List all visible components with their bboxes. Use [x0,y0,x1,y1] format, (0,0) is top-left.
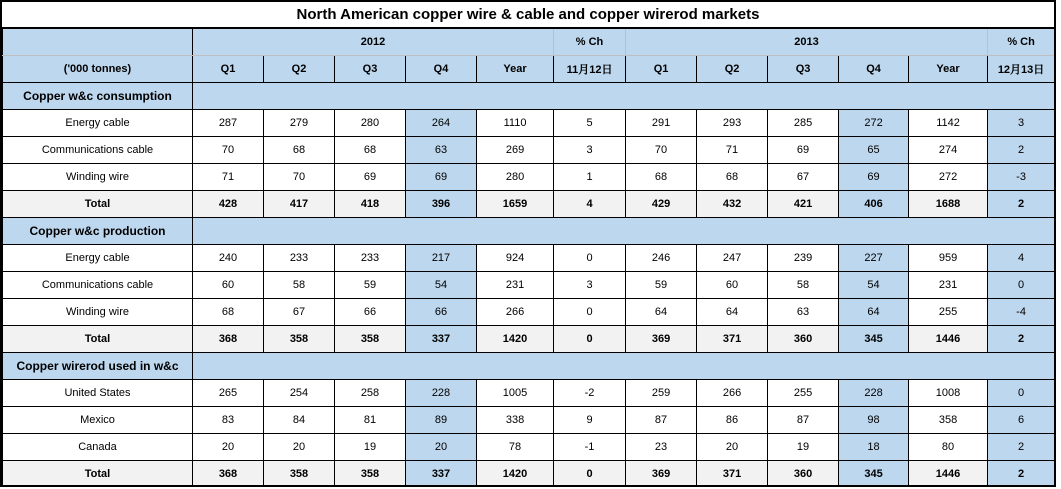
data-row [3,164,1055,191]
value-cell: 0 [988,380,1055,407]
value-cell: 67 [264,299,335,326]
value-cell: 1446 [909,326,988,353]
value-cell: 266 [697,380,768,407]
section-header-row [3,83,1055,110]
value-cell: 64 [697,299,768,326]
row-label: Energy cable [3,245,193,272]
value-cell: 81 [335,407,406,434]
value-cell: 358 [335,326,406,353]
column-header-year-2012: Year [477,56,554,83]
value-cell: 417 [264,191,335,218]
data-row [3,110,1055,137]
value-cell: 338 [477,407,554,434]
value-cell: 1 [554,164,626,191]
value-cell: 59 [626,272,697,299]
value-cell: 1659 [477,191,554,218]
value-cell: -4 [988,299,1055,326]
value-cell: 217 [406,245,477,272]
value-cell: 345 [839,326,909,353]
value-cell: 71 [193,164,264,191]
data-row [3,299,1055,326]
column-header-pct-change-11-12: 11月12日 [554,56,626,83]
data-row [3,407,1055,434]
value-cell: 272 [909,164,988,191]
value-cell: 64 [626,299,697,326]
value-cell: 9 [554,407,626,434]
value-cell: 428 [193,191,264,218]
value-cell: 4 [988,245,1055,272]
value-cell: 432 [697,191,768,218]
report-title: North American copper wire & cable and copper wirerod markets [2,2,1054,29]
value-cell: 358 [264,326,335,353]
value-cell: 269 [477,137,554,164]
value-cell: 358 [264,461,335,488]
value-cell: 337 [406,326,477,353]
value-cell: 227 [839,245,909,272]
value-cell: 231 [477,272,554,299]
value-cell: 368 [193,326,264,353]
value-cell: 58 [768,272,839,299]
group-header-pct-change-2: % Ch [988,29,1055,56]
units-label: ('000 tonnes) [3,56,193,83]
column-header-q2-2013: Q2 [697,56,768,83]
value-cell: 58 [264,272,335,299]
value-cell: 59 [335,272,406,299]
value-cell: 3 [554,137,626,164]
value-cell: 429 [626,191,697,218]
value-cell: 68 [335,137,406,164]
value-cell: 18 [839,434,909,461]
value-cell: 1420 [477,461,554,488]
value-cell: 337 [406,461,477,488]
data-row [3,137,1055,164]
value-cell: 0 [554,461,626,488]
value-cell: 265 [193,380,264,407]
value-cell: 19 [768,434,839,461]
value-cell: 70 [193,137,264,164]
row-label: United States [3,380,193,407]
column-header-q1-2013: Q1 [626,56,697,83]
column-header-year-2013: Year [909,56,988,83]
row-label: Communications cable [3,137,193,164]
data-table [2,29,1055,487]
value-cell: 0 [988,272,1055,299]
column-header-q4-2012: Q4 [406,56,477,83]
column-header-pct-change-12-13: 12月13日 [988,56,1055,83]
column-header-q4-2013: Q4 [839,56,909,83]
value-cell: 71 [697,137,768,164]
value-cell: 396 [406,191,477,218]
value-cell: 80 [909,434,988,461]
section-header-fill [193,83,1055,110]
value-cell: 3 [988,110,1055,137]
value-cell: 293 [697,110,768,137]
value-cell: 0 [554,245,626,272]
value-cell: 272 [839,110,909,137]
row-label: Communications cable [3,272,193,299]
value-cell: 368 [193,461,264,488]
value-cell: -3 [988,164,1055,191]
value-cell: 65 [839,137,909,164]
value-cell: 2 [988,326,1055,353]
value-cell: 0 [554,326,626,353]
group-header-pct-change-1: % Ch [554,29,626,56]
value-cell: 1446 [909,461,988,488]
value-cell: 228 [839,380,909,407]
value-cell: 266 [477,299,554,326]
value-cell: 231 [909,272,988,299]
value-cell: 20 [193,434,264,461]
value-cell: 86 [697,407,768,434]
value-cell: 4 [554,191,626,218]
value-cell: 418 [335,191,406,218]
value-cell: 291 [626,110,697,137]
value-cell: 54 [839,272,909,299]
value-cell: 358 [335,461,406,488]
value-cell: 264 [406,110,477,137]
value-cell: -1 [554,434,626,461]
value-cell: 63 [768,299,839,326]
row-label: Total [3,461,193,488]
value-cell: 1688 [909,191,988,218]
value-cell: 68 [697,164,768,191]
value-cell: 247 [697,245,768,272]
value-cell: 1005 [477,380,554,407]
value-cell: 0 [554,299,626,326]
total-row [3,326,1055,353]
value-cell: 66 [335,299,406,326]
value-cell: 279 [264,110,335,137]
row-label: Winding wire [3,164,193,191]
value-cell: 228 [406,380,477,407]
value-cell: 255 [768,380,839,407]
value-cell: 2 [988,461,1055,488]
value-cell: 69 [768,137,839,164]
column-header-q1-2012: Q1 [193,56,264,83]
value-cell: 69 [406,164,477,191]
data-row [3,380,1055,407]
group-header-2013: 2013 [626,29,988,56]
value-cell: 2 [988,137,1055,164]
value-cell: 369 [626,461,697,488]
value-cell: 371 [697,326,768,353]
value-cell: 89 [406,407,477,434]
section-header-row [3,353,1055,380]
value-cell: 258 [335,380,406,407]
value-cell: 70 [264,164,335,191]
value-cell: 3 [554,272,626,299]
value-cell: 358 [909,407,988,434]
row-label: Canada [3,434,193,461]
value-cell: 274 [909,137,988,164]
value-cell: 20 [264,434,335,461]
data-row [3,434,1055,461]
value-cell: 233 [335,245,406,272]
value-cell: 68 [626,164,697,191]
value-cell: 369 [626,326,697,353]
value-cell: 98 [839,407,909,434]
value-cell: 70 [626,137,697,164]
value-cell: 66 [406,299,477,326]
value-cell: 924 [477,245,554,272]
row-label: Total [3,191,193,218]
value-cell: 233 [264,245,335,272]
value-cell: 254 [264,380,335,407]
value-cell: 68 [193,299,264,326]
value-cell: 360 [768,461,839,488]
column-header-q2-2012: Q2 [264,56,335,83]
value-cell: 20 [697,434,768,461]
section-header-fill [193,218,1055,245]
value-cell: 371 [697,461,768,488]
value-cell: 959 [909,245,988,272]
value-cell: 287 [193,110,264,137]
section-title: Copper w&c production [3,218,193,245]
total-row [3,191,1055,218]
value-cell: 259 [626,380,697,407]
section-header-fill [193,353,1055,380]
value-cell: 2 [988,191,1055,218]
value-cell: 1142 [909,110,988,137]
section-header-row [3,218,1055,245]
value-cell: 60 [697,272,768,299]
value-cell: 246 [626,245,697,272]
value-cell: 1008 [909,380,988,407]
value-cell: 84 [264,407,335,434]
value-cell: 280 [477,164,554,191]
value-cell: 69 [335,164,406,191]
value-cell: 406 [839,191,909,218]
data-row [3,245,1055,272]
year-group-header-row [3,29,1055,56]
column-header-q3-2013: Q3 [768,56,839,83]
row-label: Winding wire [3,299,193,326]
value-cell: -2 [554,380,626,407]
section-title: Copper w&c consumption [3,83,193,110]
value-cell: 5 [554,110,626,137]
value-cell: 60 [193,272,264,299]
group-header-2012: 2012 [193,29,554,56]
row-label: Total [3,326,193,353]
value-cell: 240 [193,245,264,272]
value-cell: 67 [768,164,839,191]
value-cell: 280 [335,110,406,137]
value-cell: 19 [335,434,406,461]
value-cell: 345 [839,461,909,488]
row-label: Energy cable [3,110,193,137]
value-cell: 6 [988,407,1055,434]
row-label: Mexico [3,407,193,434]
value-cell: 78 [477,434,554,461]
data-row [3,272,1055,299]
value-cell: 54 [406,272,477,299]
section-title: Copper wirerod used in w&c [3,353,193,380]
column-header-q3-2012: Q3 [335,56,406,83]
value-cell: 1420 [477,326,554,353]
value-cell: 1110 [477,110,554,137]
value-cell: 63 [406,137,477,164]
total-row [3,461,1055,488]
column-header-row [3,56,1055,83]
value-cell: 360 [768,326,839,353]
value-cell: 68 [264,137,335,164]
value-cell: 2 [988,434,1055,461]
value-cell: 87 [768,407,839,434]
value-cell: 285 [768,110,839,137]
corner-cell [3,29,193,56]
table-body [3,83,1055,488]
value-cell: 421 [768,191,839,218]
value-cell: 239 [768,245,839,272]
value-cell: 83 [193,407,264,434]
value-cell: 255 [909,299,988,326]
value-cell: 69 [839,164,909,191]
value-cell: 20 [406,434,477,461]
value-cell: 87 [626,407,697,434]
value-cell: 64 [839,299,909,326]
value-cell: 23 [626,434,697,461]
